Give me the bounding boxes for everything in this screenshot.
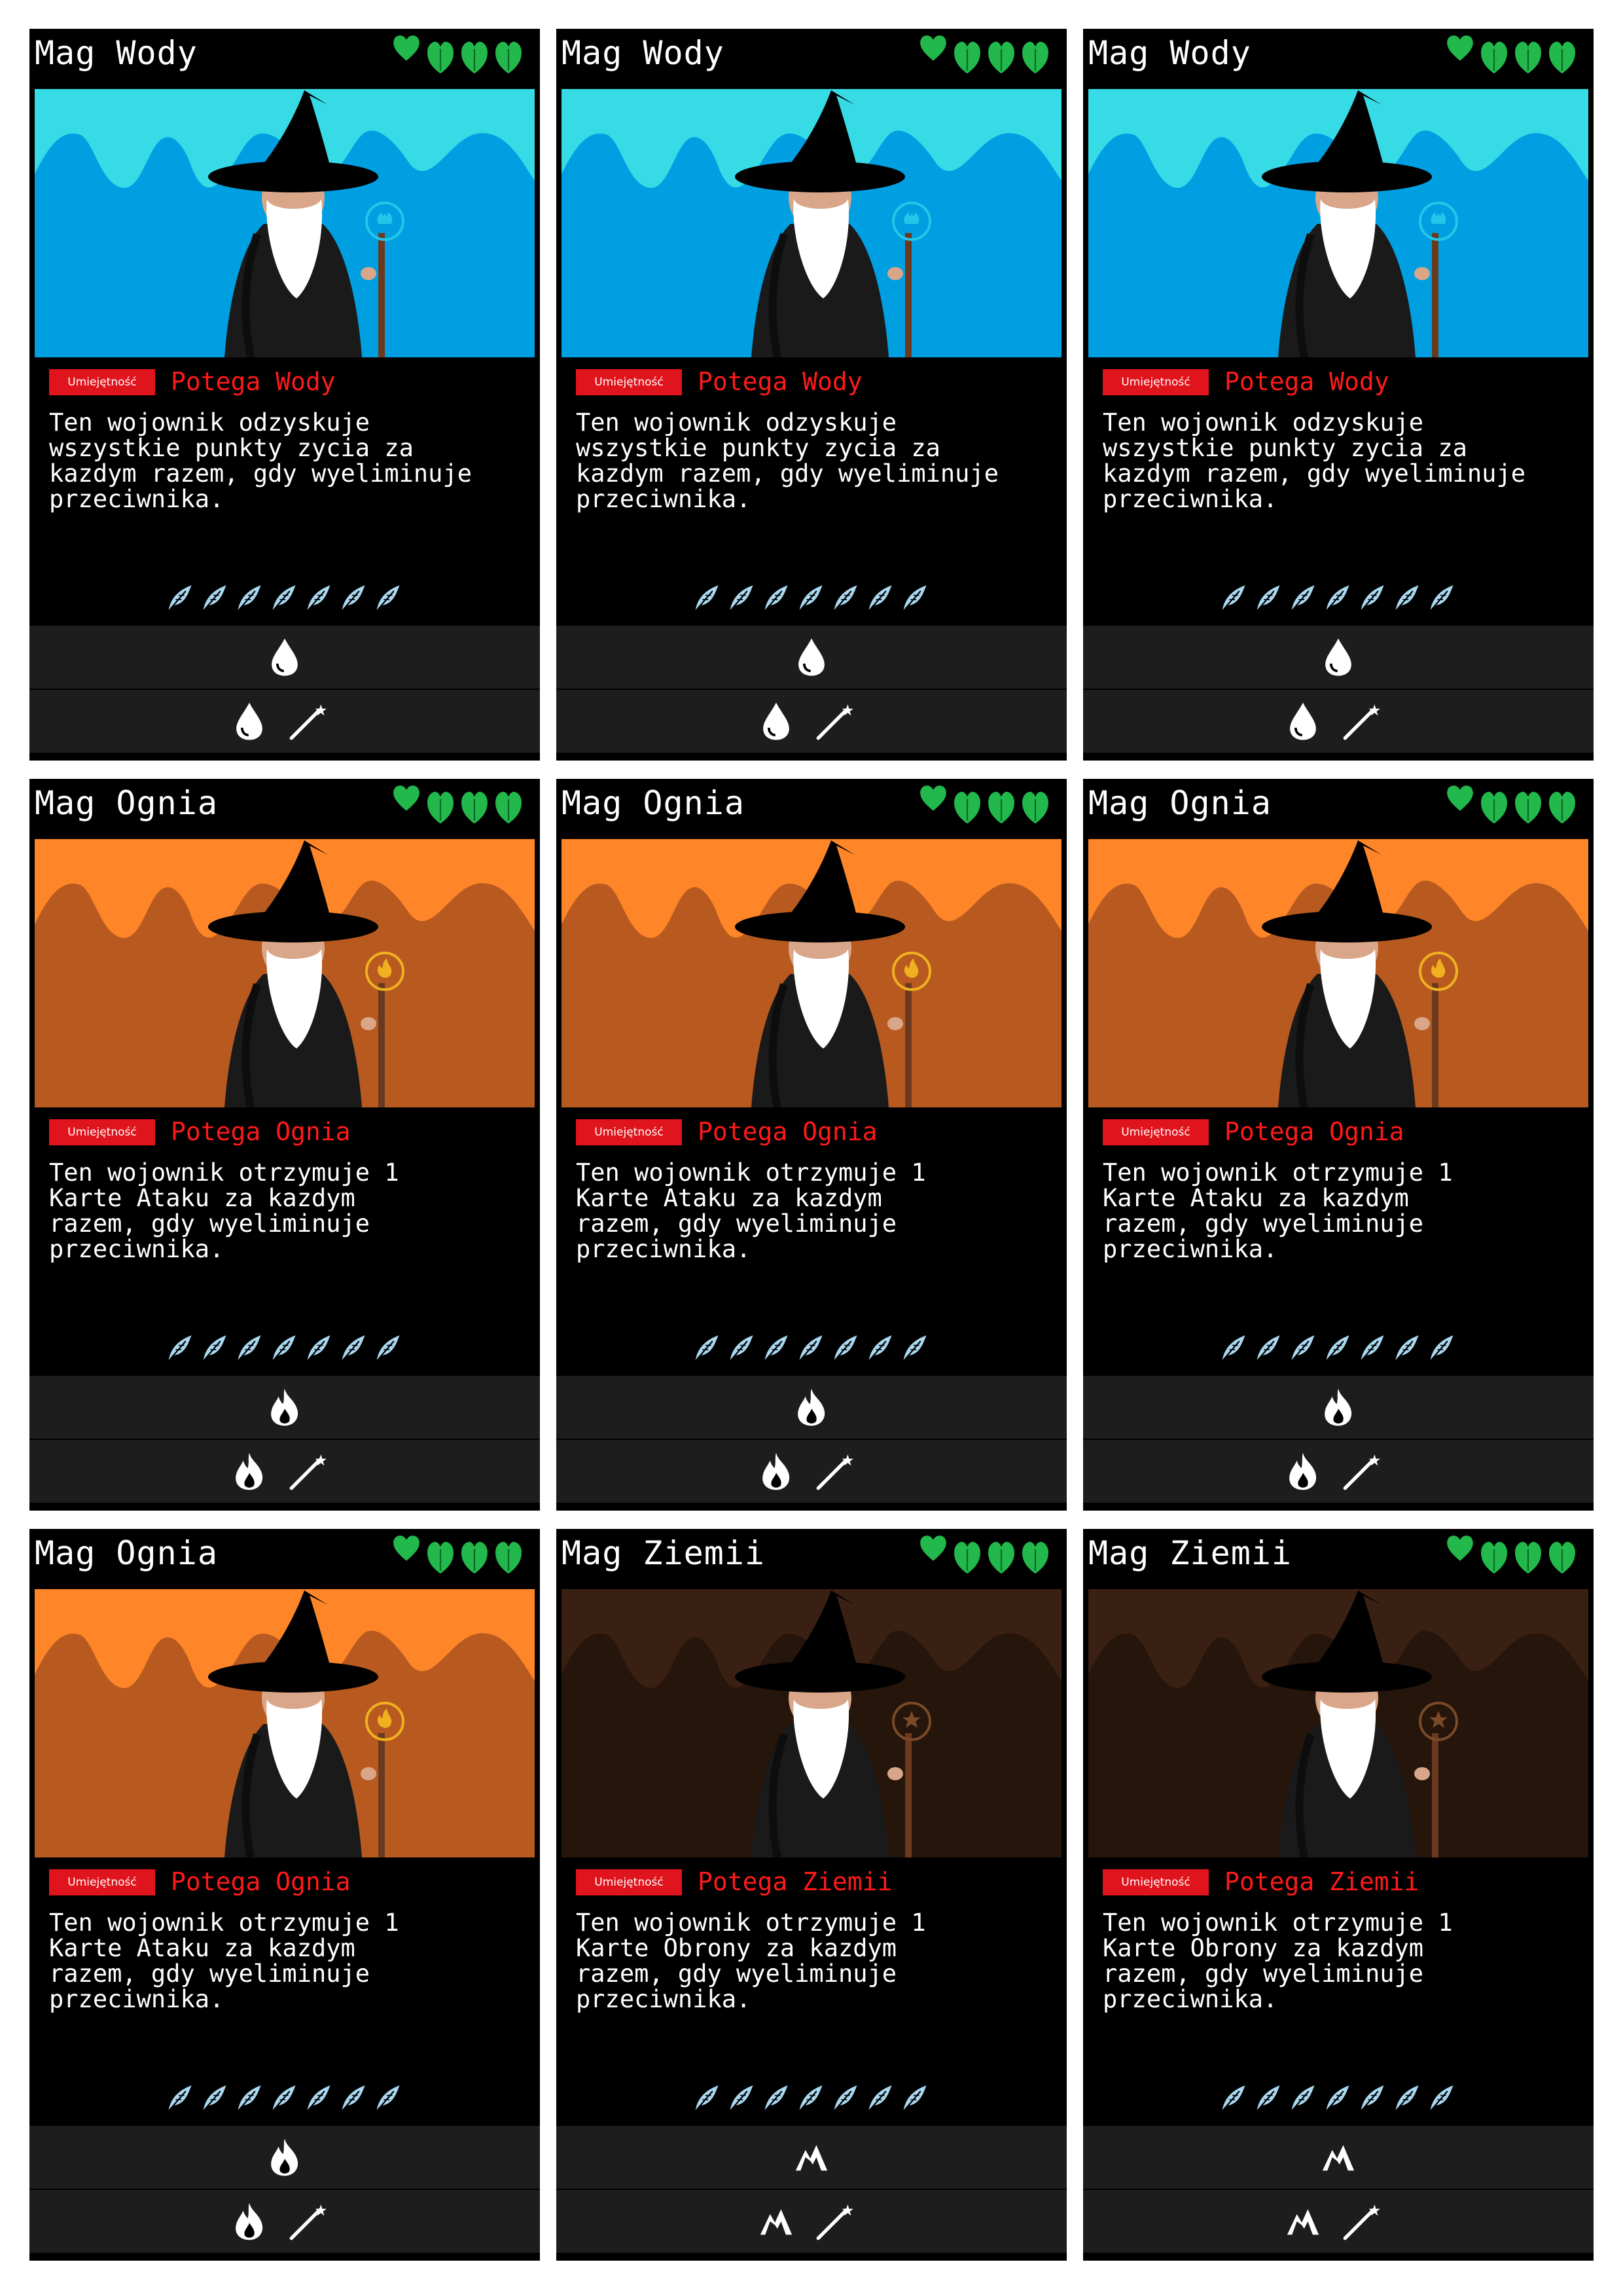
- ability-description: Ten wojownik otrzymuje 1 Karte Ataku za kazdym razem, gdy wyeliminuje przeciwnika.: [576, 1158, 926, 1263]
- ability-badge: Umiejętność: [49, 1869, 155, 1895]
- mountain-icon: [1321, 2137, 1355, 2178]
- heart-leaf-icon: [1548, 1538, 1577, 1576]
- feather-icon: [270, 2084, 298, 2113]
- ability-badge: Umiejętność: [1103, 1119, 1209, 1145]
- feather-icon: [692, 584, 721, 613]
- card-art: [562, 839, 1061, 1107]
- heart-icon: [392, 34, 421, 63]
- heart-leaf-icon: [1514, 788, 1543, 826]
- card-title: Mag Ognia: [35, 1534, 218, 1572]
- feather-icon: [1358, 1334, 1387, 1363]
- feather-icon: [166, 1334, 194, 1363]
- feather-icon: [1427, 1334, 1456, 1363]
- feather-icon: [866, 2084, 895, 2113]
- heart-leaf-icon: [1548, 38, 1577, 76]
- wand-icon: [1342, 2202, 1382, 2241]
- heart-icon: [919, 784, 948, 813]
- ability-name: Potega Ziemii: [1224, 1867, 1419, 1896]
- ability-badge: Umiejętność: [576, 1869, 682, 1895]
- flame-icon: [1286, 1451, 1320, 1492]
- wizard-art-illustration: [562, 89, 1061, 357]
- feather-icon: [1393, 1334, 1421, 1363]
- feather-icon: [1393, 584, 1421, 613]
- feather-icon: [270, 584, 298, 613]
- ability-name: Potega Ognia: [171, 1867, 351, 1896]
- feather-icon: [901, 1334, 929, 1363]
- heart-leaf-icon: [953, 788, 982, 826]
- wand-icon: [815, 1452, 855, 1491]
- feather-row: [166, 1334, 414, 1364]
- heart-leaf-icon: [494, 38, 523, 76]
- ability-description: Ten wojownik odzyskuje wszystkie punkty zycia za kazdym razem, gdy wyeliminuje przeciwnika.: [49, 408, 473, 513]
- ability-description: Ten wojownik otrzymuje 1 Karte Ataku za kazdym razem, gdy wyeliminuje przeciwnika.: [49, 1909, 399, 2013]
- feather-icon: [1219, 584, 1248, 613]
- feather-row: [166, 2084, 414, 2114]
- feather-row: [692, 1334, 941, 1364]
- feather-icon: [339, 1334, 368, 1363]
- card-title: Mag Ognia: [562, 784, 745, 822]
- card[interactable]: [1083, 779, 1594, 1511]
- health-hearts: [919, 1534, 1063, 1580]
- element-band: [1083, 2126, 1594, 2189]
- feather-icon: [866, 584, 895, 613]
- ability-badge: Umiejętność: [49, 369, 155, 395]
- card[interactable]: [1083, 29, 1594, 761]
- card-title: Mag Wody: [562, 34, 724, 72]
- feather-icon: [866, 1334, 895, 1363]
- health-hearts: [919, 784, 1063, 830]
- card-art: [562, 89, 1061, 357]
- feather-icon: [166, 2084, 194, 2113]
- ability-name: Potega Ziemii: [698, 1867, 893, 1896]
- card[interactable]: [29, 29, 540, 761]
- card-sheet: [29, 29, 1594, 2261]
- feather-icon: [762, 584, 791, 613]
- card-art: [1088, 89, 1588, 357]
- card-title: Mag Ziemii: [562, 1534, 766, 1572]
- heart-leaf-icon: [987, 38, 1016, 76]
- ability-description: Ten wojownik otrzymuje 1 Karte Obrony za kazdym razem, gdy wyeliminuje przeciwnika.: [576, 1909, 926, 2013]
- heart-icon: [919, 1534, 948, 1563]
- card[interactable]: [556, 1529, 1067, 2261]
- element-band: [556, 1376, 1067, 1439]
- feather-icon: [831, 2084, 860, 2113]
- feather-icon: [1219, 1334, 1248, 1363]
- flame-icon: [232, 2201, 266, 2242]
- heart-icon: [1446, 1534, 1474, 1563]
- feather-icon: [1289, 584, 1317, 613]
- feather-icon: [1219, 2084, 1248, 2113]
- heart-leaf-icon: [1021, 788, 1050, 826]
- card-art: [35, 839, 535, 1107]
- feather-icon: [901, 2084, 929, 2113]
- wand-icon: [815, 702, 855, 741]
- ability-badge: Umiejętność: [49, 1119, 155, 1145]
- feather-icon: [200, 584, 229, 613]
- ability-badge: Umiejętność: [1103, 369, 1209, 395]
- feather-icon: [304, 584, 333, 613]
- feather-row: [1219, 584, 1468, 614]
- combo-band: [556, 690, 1067, 753]
- water-drop-icon: [268, 637, 302, 677]
- health-hearts: [1446, 784, 1590, 830]
- heart-leaf-icon: [1514, 38, 1543, 76]
- wizard-art-illustration: [1088, 1589, 1588, 1857]
- wand-icon: [1342, 1452, 1382, 1491]
- feather-row: [1219, 2084, 1468, 2114]
- water-drop-icon: [1286, 701, 1320, 742]
- combo-band: [1083, 690, 1594, 753]
- feather-icon: [166, 584, 194, 613]
- feather-row: [166, 584, 414, 614]
- feather-icon: [374, 584, 402, 613]
- water-drop-icon: [232, 701, 266, 742]
- mountain-icon: [794, 2137, 829, 2178]
- combo-band: [1083, 1440, 1594, 1503]
- feather-icon: [1427, 584, 1456, 613]
- water-drop-icon: [759, 701, 793, 742]
- feather-icon: [1358, 2084, 1387, 2113]
- ability-name: Potega Ognia: [171, 1117, 351, 1146]
- ability-name: Potega Ognia: [698, 1117, 878, 1146]
- feather-icon: [692, 1334, 721, 1363]
- feather-icon: [831, 584, 860, 613]
- feather-row: [692, 584, 941, 614]
- ability-description: Ten wojownik otrzymuje 1 Karte Ataku za kazdym razem, gdy wyeliminuje przeciwnika.: [49, 1158, 399, 1263]
- ability-name: Potega Wody: [171, 367, 336, 396]
- feather-icon: [304, 1334, 333, 1363]
- ability-description: Ten wojownik odzyskuje wszystkie punkty zycia za kazdym razem, gdy wyeliminuje przeciwnika.: [576, 408, 999, 513]
- heart-leaf-icon: [987, 788, 1016, 826]
- feather-icon: [796, 584, 825, 613]
- element-band: [1083, 626, 1594, 689]
- feather-icon: [304, 2084, 333, 2113]
- heart-leaf-icon: [1480, 788, 1508, 826]
- feather-icon: [1323, 584, 1352, 613]
- heart-leaf-icon: [494, 1538, 523, 1576]
- feather-row: [692, 2084, 941, 2114]
- flame-icon: [268, 2137, 302, 2178]
- feather-icon: [1289, 2084, 1317, 2113]
- element-band: [556, 626, 1067, 689]
- heart-leaf-icon: [1021, 1538, 1050, 1576]
- feather-icon: [374, 1334, 402, 1363]
- feather-icon: [796, 2084, 825, 2113]
- health-hearts: [1446, 1534, 1590, 1580]
- card[interactable]: [1083, 1529, 1594, 2261]
- feather-icon: [727, 2084, 756, 2113]
- wand-icon: [289, 702, 328, 741]
- combo-band: [556, 1440, 1067, 1503]
- element-band: [29, 626, 540, 689]
- heart-leaf-icon: [1021, 38, 1050, 76]
- feather-icon: [796, 1334, 825, 1363]
- ability-name: Potega Ognia: [1224, 1117, 1404, 1146]
- card-art: [562, 1589, 1061, 1857]
- health-hearts: [392, 34, 536, 80]
- flame-icon: [759, 1451, 793, 1492]
- heart-leaf-icon: [1480, 1538, 1508, 1576]
- ability-name: Potega Wody: [698, 367, 863, 396]
- feather-icon: [1393, 2084, 1421, 2113]
- heart-icon: [919, 34, 948, 63]
- card-title: Mag Ziemii: [1088, 1534, 1293, 1572]
- card-art: [1088, 839, 1588, 1107]
- wand-icon: [289, 1452, 328, 1491]
- heart-leaf-icon: [426, 1538, 455, 1576]
- card[interactable]: [556, 779, 1067, 1511]
- heart-icon: [1446, 34, 1474, 63]
- ability-description: Ten wojownik otrzymuje 1 Karte Ataku za kazdym razem, gdy wyeliminuje przeciwnika.: [1103, 1158, 1453, 1263]
- flame-icon: [232, 1451, 266, 1492]
- card[interactable]: [556, 29, 1067, 761]
- heart-leaf-icon: [987, 1538, 1016, 1576]
- wizard-art-illustration: [35, 839, 535, 1107]
- feather-icon: [1254, 584, 1283, 613]
- ability-name: Potega Wody: [1224, 367, 1389, 396]
- combo-band: [556, 2190, 1067, 2253]
- mountain-icon: [759, 2201, 793, 2242]
- heart-icon: [392, 784, 421, 813]
- heart-leaf-icon: [426, 788, 455, 826]
- feather-icon: [692, 2084, 721, 2113]
- heart-leaf-icon: [953, 38, 982, 76]
- element-band: [29, 2126, 540, 2189]
- combo-band: [29, 1440, 540, 1503]
- wand-icon: [289, 2202, 328, 2241]
- feather-icon: [1254, 2084, 1283, 2113]
- ability-description: Ten wojownik otrzymuje 1 Karte Obrony za kazdym razem, gdy wyeliminuje przeciwnika.: [1103, 1909, 1453, 2013]
- heart-leaf-icon: [426, 38, 455, 76]
- wizard-art-illustration: [1088, 839, 1588, 1107]
- heart-leaf-icon: [460, 788, 489, 826]
- feather-icon: [1358, 584, 1387, 613]
- heart-leaf-icon: [460, 38, 489, 76]
- heart-leaf-icon: [460, 1538, 489, 1576]
- combo-band: [1083, 2190, 1594, 2253]
- flame-icon: [268, 1387, 302, 1427]
- card-title: Mag Wody: [35, 34, 198, 72]
- wand-icon: [815, 2202, 855, 2241]
- card-art: [1088, 1589, 1588, 1857]
- feather-icon: [270, 1334, 298, 1363]
- feather-icon: [762, 2084, 791, 2113]
- feather-icon: [727, 584, 756, 613]
- ability-badge: Umiejętność: [576, 369, 682, 395]
- ability-badge: Umiejętność: [1103, 1869, 1209, 1895]
- element-band: [1083, 1376, 1594, 1439]
- card-title: Mag Wody: [1088, 34, 1251, 72]
- wizard-art-illustration: [562, 1589, 1061, 1857]
- mountain-icon: [1286, 2201, 1320, 2242]
- feather-icon: [1323, 1334, 1352, 1363]
- feather-row: [1219, 1334, 1468, 1364]
- feather-icon: [1254, 1334, 1283, 1363]
- heart-leaf-icon: [953, 1538, 982, 1576]
- heart-icon: [392, 1534, 421, 1563]
- feather-icon: [200, 1334, 229, 1363]
- ability-description: Ten wojownik odzyskuje wszystkie punkty zycia za kazdym razem, gdy wyeliminuje przeciwnika.: [1103, 408, 1526, 513]
- heart-leaf-icon: [1514, 1538, 1543, 1576]
- feather-icon: [762, 1334, 791, 1363]
- wizard-art-illustration: [1088, 89, 1588, 357]
- health-hearts: [392, 1534, 536, 1580]
- feather-icon: [235, 584, 264, 613]
- ability-badge: Umiejętność: [576, 1119, 682, 1145]
- card-art: [35, 89, 535, 357]
- feather-icon: [339, 2084, 368, 2113]
- feather-icon: [727, 1334, 756, 1363]
- card-title: Mag Ognia: [1088, 784, 1272, 822]
- card[interactable]: [29, 779, 540, 1511]
- card-art: [35, 1589, 535, 1857]
- feather-icon: [1427, 2084, 1456, 2113]
- feather-icon: [339, 584, 368, 613]
- combo-band: [29, 2190, 540, 2253]
- feather-icon: [374, 2084, 402, 2113]
- feather-icon: [901, 584, 929, 613]
- wizard-art-illustration: [35, 1589, 535, 1857]
- wand-icon: [1342, 702, 1382, 741]
- heart-leaf-icon: [1548, 788, 1577, 826]
- heart-leaf-icon: [494, 788, 523, 826]
- health-hearts: [919, 34, 1063, 80]
- water-drop-icon: [794, 637, 829, 677]
- health-hearts: [1446, 34, 1590, 80]
- card-title: Mag Ognia: [35, 784, 218, 822]
- feather-icon: [235, 1334, 264, 1363]
- combo-band: [29, 690, 540, 753]
- health-hearts: [392, 784, 536, 830]
- feather-icon: [200, 2084, 229, 2113]
- feather-icon: [1289, 1334, 1317, 1363]
- wizard-art-illustration: [562, 839, 1061, 1107]
- flame-icon: [794, 1387, 829, 1427]
- element-band: [29, 1376, 540, 1439]
- card[interactable]: [29, 1529, 540, 2261]
- water-drop-icon: [1321, 637, 1355, 677]
- flame-icon: [1321, 1387, 1355, 1427]
- element-band: [556, 2126, 1067, 2189]
- wizard-art-illustration: [35, 89, 535, 357]
- feather-icon: [831, 1334, 860, 1363]
- heart-icon: [1446, 784, 1474, 813]
- feather-icon: [235, 2084, 264, 2113]
- feather-icon: [1323, 2084, 1352, 2113]
- heart-leaf-icon: [1480, 38, 1508, 76]
